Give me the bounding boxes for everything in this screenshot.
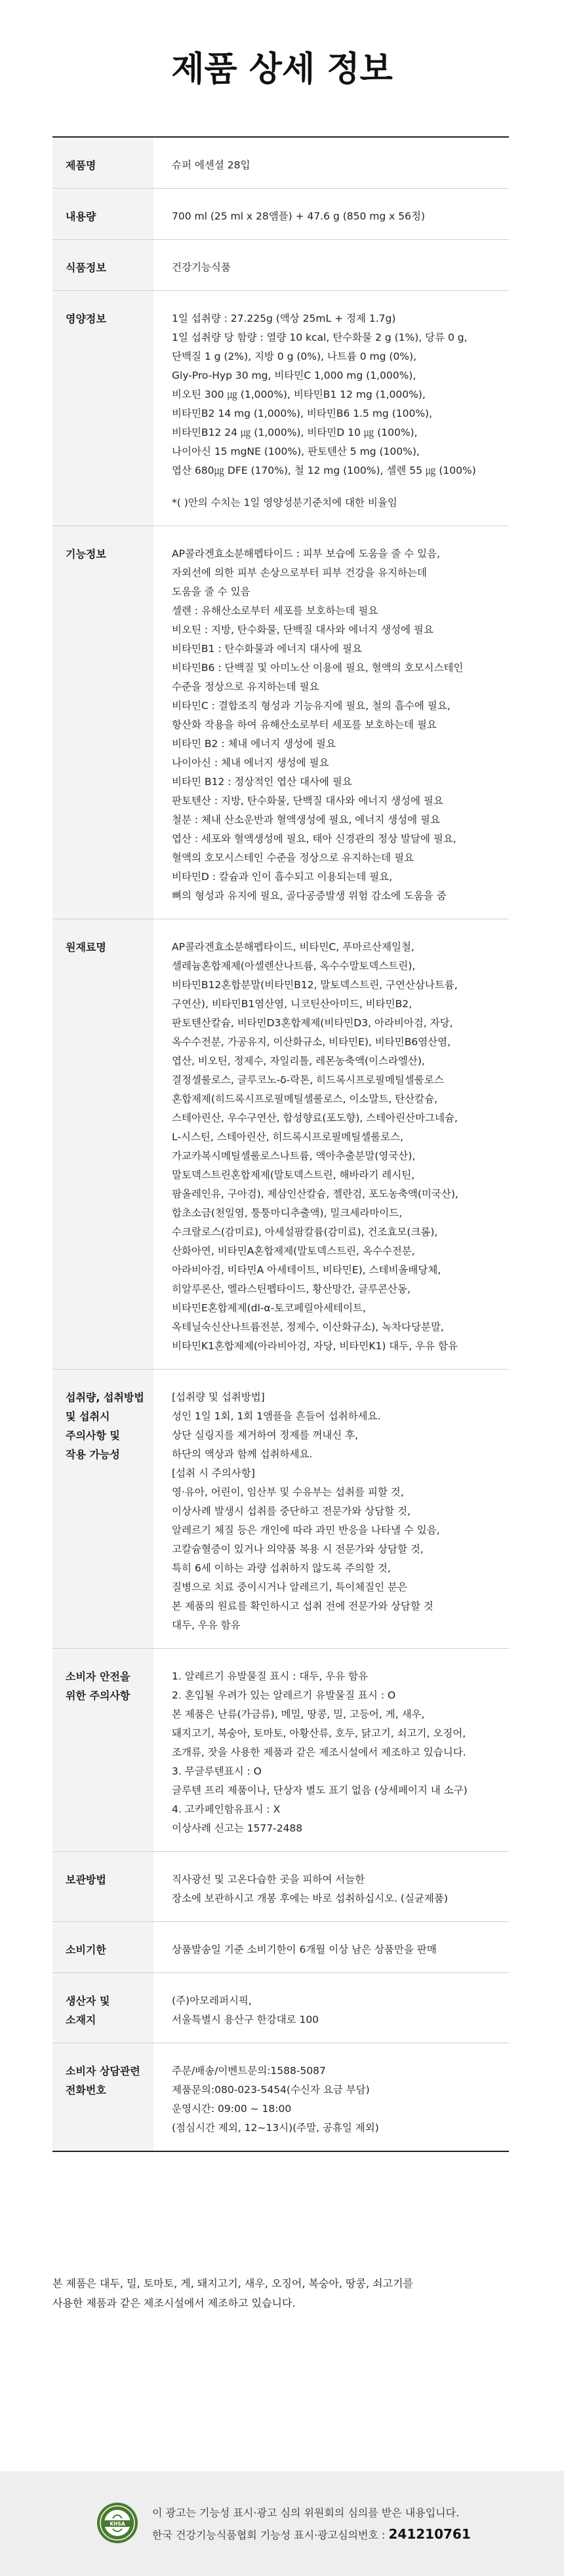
- value-line: 1일 섭취량 : 27.225g (액상 25mL + 정제 1.7g): [172, 313, 396, 324]
- label-line: 작용 가능성: [66, 1448, 120, 1461]
- value-line: 비타민B1 : 탄수화물과 에너지 대사에 필요: [172, 643, 362, 655]
- value-line: 판토텐산 : 지방, 탄수화물, 단백질 대사와 에너지 생성에 필요: [172, 795, 443, 807]
- value-line: 혼합제제(히드록시프로필메틸셀룰로스, 이소말트, 탄산칼슘,: [172, 1093, 438, 1105]
- value-line: 특히 6세 이하는 과량 섭취하지 않도록 주의할 것,: [172, 1562, 391, 1574]
- value-line: 자외선에 의한 피부 손상으로부터 피부 건강을 유지하는데: [172, 567, 427, 579]
- footer-text: [152, 2503, 471, 2546]
- value-line: 산화아연, 비타민A혼합제제(말토덱스트린, 옥수수전분,: [172, 1245, 415, 1257]
- value-line: 알레르기 체질 등은 개인에 따라 과민 반응을 나타낼 수 있음,: [172, 1524, 440, 1536]
- value-line: 나이아신 : 체내 에너지 생성에 필요: [172, 757, 329, 769]
- info-row-label: [52, 291, 153, 526]
- value-line: 옥테닐숙신산나트륨전분, 정제수, 이산화규소), 녹차다당분말,: [172, 1321, 444, 1333]
- value-line: 수크랄로스(감미료), 아세설팜칼륨(감미료), 건조효모(크롬),: [172, 1226, 438, 1238]
- info-row-value: [153, 1922, 509, 1972]
- info-row: [52, 526, 509, 919]
- value-line: 비타민 B2 : 체내 에너지 생성에 필요: [172, 738, 336, 750]
- info-row: [52, 138, 509, 189]
- value-line: 수준을 정상으로 유지하는데 필요: [172, 681, 319, 693]
- value-line: 비오틴 300 ㎍ (1,000%), 비타민B1 12 mg (1,000%),: [172, 389, 426, 400]
- value-line: 성인 1일 1회, 1회 1앰플을 흔들어 섭취하세요.: [172, 1410, 381, 1422]
- info-row-label: [52, 138, 153, 188]
- value-line: 셀레늄혼합제제(아셀렌산나트륨, 옥수수말토덱스트린),: [172, 960, 416, 972]
- label-line: 식품정보: [66, 261, 106, 274]
- page-title: 제품 상세 정보: [171, 50, 393, 89]
- value-line: 영·유아, 어린이, 임산부 및 수유부는 섭취를 피할 것,: [172, 1486, 404, 1498]
- product-info-table: [52, 136, 509, 2152]
- info-row-label: [52, 1370, 153, 1648]
- info-row: [52, 1370, 509, 1649]
- value-line: 말토덱스트린혼합제제(말토덱스트린, 해바라기 레시틴,: [172, 1169, 415, 1181]
- value-line: L-시스틴, 스테아린산, 히드록시프로필메틸셀룰로스,: [172, 1131, 404, 1143]
- info-row-label: [52, 240, 153, 290]
- value-line: 4. 고카페인함유표시 : X: [172, 1803, 281, 1815]
- label-line: 소재지: [66, 2014, 96, 2026]
- info-row-value: [153, 291, 509, 526]
- value-line: 셀렌 : 유해산소로부터 세포를 보호하는데 필요: [172, 605, 378, 617]
- value-line: 히알루론산, 엘라스틴펩타이드, 황산망간, 글루콘산동,: [172, 1283, 411, 1295]
- value-line: 3. 무글루텐표시 : O: [172, 1765, 262, 1777]
- value-line: 팜올레인유, 구아검), 제삼인산칼슘, 젤란검, 포도농축액(미국산),: [172, 1188, 458, 1200]
- value-line: 비타민C : 결합조직 형성과 기능유지에 필요, 철의 흡수에 필요,: [172, 700, 451, 712]
- info-row-label: [52, 1973, 153, 2043]
- info-row-value: [153, 1973, 509, 2043]
- label-line: 주의사항 및: [66, 1429, 120, 1442]
- value-line: 본 제품은 난류(가금류), 메밀, 땅콩, 밀, 고등어, 게, 새우,: [172, 1708, 425, 1720]
- label-line: 전화번호: [66, 2084, 106, 2096]
- value-line: 이상사례 신고는 1577-2488: [172, 1822, 303, 1834]
- value-line: 비타민D : 칼슘과 인이 흡수되고 이용되는데 필요,: [172, 871, 393, 883]
- value-line: 서울특별시 용산구 한강대로 100: [172, 2014, 319, 2026]
- value-line: 주문/배송/이벤트문의:1588-5087: [172, 2065, 326, 2077]
- info-row-value: [153, 240, 509, 290]
- info-row-value: [153, 1852, 509, 1921]
- label-line: 원재료명: [66, 941, 106, 953]
- label-line: 섭취량, 섭취방법: [66, 1391, 144, 1404]
- label-line: 제품명: [66, 159, 96, 172]
- value-line: AP콜라겐효소분해펩타이드, 비타민C, 푸마르산제일철,: [172, 941, 414, 953]
- value-line: 비타민K1혼합제제(아라비아검, 자당, 비타민K1) 대두, 우유 함유: [172, 1340, 458, 1352]
- info-row-value: [153, 138, 509, 188]
- info-row: [52, 189, 509, 240]
- info-row-label: [52, 189, 153, 239]
- value-line: 엽산 680㎍ DFE (170%), 철 12 mg (100%), 셀렌 55 ㎍ (100%): [172, 465, 476, 476]
- info-row: [52, 2043, 509, 2151]
- info-row-value: [153, 1649, 509, 1851]
- value-line: 1. 알레르기 유발물질 표시 : 대두, 우유 함유: [172, 1670, 368, 1682]
- label-line: 소비기한: [66, 1944, 106, 1956]
- value-line: 상단 실링지를 제거하여 정제를 꺼내신 후,: [172, 1429, 359, 1441]
- value-line: 옥수수전분, 가공유지, 이산화규소, 비타민E), 비타민B6염산염,: [172, 1036, 451, 1048]
- value-line: 엽산, 비오틴, 정제수, 자일리톨, 레몬농축액(이스라엘산),: [172, 1055, 425, 1067]
- value-line: 합초소금(천일염, 퉁퉁마디추출액), 밀크세라마이드,: [172, 1207, 403, 1219]
- notice-line: 사용한 제품과 같은 제조시설에서 제조하고 있습니다.: [52, 2297, 296, 2309]
- value-line: (점심시간 제외, 12~13시)(주말, 공휴일 제외): [172, 2122, 379, 2134]
- value-line: 스테아린산, 우수구연산, 합성향료(포도향), 스테아린산마그네슘,: [172, 1112, 458, 1124]
- value-line: 가교카복시메틸셀룰로스나트륨, 액아추출분말(영국산),: [172, 1150, 416, 1162]
- label-line: 생산자 및: [66, 1995, 110, 2007]
- value-line: 700 ml (25 ml x 28앰플) + 47.6 g (850 mg x 56정): [172, 210, 426, 222]
- seal-label: KHSA: [110, 2521, 125, 2527]
- info-row: [52, 240, 509, 291]
- label-line: 소비자 안전을: [66, 1670, 131, 1683]
- label-line: 및 섭취시: [66, 1410, 110, 1423]
- value-line: 결정셀룰로스, 글루코노-δ-락톤, 히드록시프로필메틸셀룰로스: [172, 1074, 444, 1086]
- value-line: [섭취 시 주의사항]: [172, 1467, 255, 1479]
- info-row: [52, 291, 509, 526]
- info-row-value: [153, 189, 509, 239]
- value-line: 상품발송일 기준 소비기한이 6개월 이상 남은 상품만을 판매: [172, 1944, 437, 1955]
- value-line: 2. 혼입될 우려가 있는 알레르기 유발물질 표시 : O: [172, 1689, 396, 1701]
- value-line: Gly-Pro-Hyp 30 mg, 비타민C 1,000 mg (1,000%),: [172, 370, 416, 381]
- value-line: 대두, 우유 함유: [172, 1619, 241, 1631]
- value-line: 이상사례 발생시 섭취를 중단하고 전문가와 상담할 것,: [172, 1505, 411, 1517]
- approval-label: 한국 건강기능식품협회 기능성 표시·광고심의번호 :: [152, 2529, 389, 2541]
- label-line: 보관방법: [66, 1874, 106, 1886]
- info-row: [52, 1649, 509, 1852]
- label-line: 기능정보: [66, 548, 106, 560]
- value-line: 조개류, 잣을 사용한 제품과 같은 제조시설에서 제조하고 있습니다.: [172, 1746, 466, 1758]
- approval-line: [152, 2524, 471, 2546]
- info-row-value: [153, 919, 509, 1369]
- value-line: 질병으로 치료 중이시거나 알레르기, 특이체질인 분은: [172, 1581, 407, 1593]
- info-row: [52, 919, 509, 1370]
- value-line: 도움을 줄 수 있음: [172, 586, 251, 598]
- label-line: 소비자 상담관련: [66, 2065, 140, 2077]
- value-line: 비타민B2 14 mg (1,000%), 비타민B6 1.5 mg (100%),: [172, 408, 433, 419]
- info-row: [52, 1973, 509, 2043]
- value-line: 장소에 보관하시고 개봉 후에는 바로 섭취하십시오. (실균제품): [172, 1893, 448, 1904]
- value-line: 운영시간: 09:00 ~ 18:00: [172, 2103, 292, 2115]
- value-line: 슈퍼 에센셜 28입: [172, 159, 251, 171]
- value-line: 비타민E혼합제제(dl-α-토코페릴아세테이트,: [172, 1302, 366, 1314]
- value-line: 본 제품의 원료를 확인하시고 섭취 전에 전문가와 상담할 것: [172, 1600, 433, 1612]
- value-line: 비타민 B12 : 정상적인 엽산 대사에 필요: [172, 776, 352, 788]
- notice-line: 본 제품은 대두, 밀, 토마토, 게, 돼지고기, 새우, 오징어, 복숭아, 땅콩, 쇠고기를: [52, 2277, 413, 2290]
- value-line: 하단의 액상과 함께 섭취하세요.: [172, 1448, 313, 1460]
- value-line: 고칼슘혈증이 있거나 의약품 복용 시 전문가와 상담할 것,: [172, 1543, 424, 1555]
- value-line: AP콜라겐효소분해펩타이드 : 피부 보습에 도움을 줄 수 있음,: [172, 548, 440, 560]
- value-line: [섭취량 및 섭취방법]: [172, 1391, 265, 1403]
- value-line: 단백질 1 g (2%), 지방 0 g (0%), 나트륨 0 mg (0%),: [172, 351, 417, 362]
- value-line: 비타민B6 : 단백질 및 아미노산 이용에 필요, 혈액의 호모시스테인: [172, 662, 464, 674]
- value-line: 항산화 작용을 하여 유해산소로부터 세포를 보호하는데 필요: [172, 719, 437, 731]
- value-line: 글루텐 프리 제품이나, 단상자 별도 표기 없음 (상세페이지 내 소구): [172, 1784, 468, 1796]
- value-line: 비타민B12혼합분말(비타민B12, 말토덱스트린, 구연산삼나트륨,: [172, 979, 458, 991]
- review-statement: 이 광고는 기능성 표시·광고 심의 위원회의 심의를 받은 내용입니다.: [152, 2507, 460, 2519]
- value-line: 돼지고기, 복숭아, 토마토, 아황산류, 호두, 닭고기, 쇠고기, 오징어,: [172, 1727, 466, 1739]
- info-row-label: [52, 2043, 153, 2151]
- info-row: [52, 1922, 509, 1973]
- value-line: 제품문의:080-023-5454(수신자 요금 부담): [172, 2084, 370, 2096]
- info-row: [52, 1852, 509, 1922]
- value-line: 엽산 : 세포와 혈액생성에 필요, 태아 신경관의 정상 발달에 필요,: [172, 833, 456, 845]
- value-line: 비오틴 : 지방, 탄수화물, 단백질 대사와 에너지 생성에 필요: [172, 624, 433, 636]
- label-line: 위한 주의사항: [66, 1689, 131, 1702]
- approval-number: 241210761: [388, 2526, 471, 2542]
- value-line: 철분 : 체내 산소운반과 혈액생성에 필요, 에너지 생성에 필요: [172, 814, 440, 826]
- info-row-value: [153, 1370, 509, 1648]
- info-row-value: [153, 526, 509, 919]
- value-line: 비타민B12 24 ㎍ (1,000%), 비타민D 10 ㎍ (100%),: [172, 427, 418, 438]
- spacer: [172, 480, 501, 493]
- ad-review-footer: [0, 2471, 564, 2576]
- manufacturing-facility-notice: [52, 2274, 509, 2313]
- value-line: 구연산), 비타민B1염산염, 니코틴산아미드, 비타민B2,: [172, 998, 413, 1010]
- value-line: 뼈의 형성과 유지에 필요, 골다공증발생 위험 감소에 도움을 줌: [172, 890, 447, 902]
- value-line: 아라비아검, 비타민A 아세테이트, 비타민E), 스테비올배당체,: [172, 1264, 441, 1276]
- value-line: 1일 섭취량 당 함량 : 열량 10 kcal, 탄수화물 2 g (1%), 당류 0 g,: [172, 332, 468, 343]
- label-line: 내용량: [66, 210, 96, 223]
- value-line: 건강기능식품: [172, 261, 231, 273]
- info-row-label: [52, 919, 153, 1369]
- info-row-value: [153, 2043, 509, 2151]
- info-row-label: [52, 1922, 153, 1972]
- label-line: 영양정보: [66, 313, 106, 325]
- value-line: 혈액의 호모시스테인 수준을 정상으로 유지하는데 필요: [172, 852, 414, 864]
- value-line: 판토텐산칼슘, 비타민D3혼합제제(비타민D3, 아라비아검, 자당,: [172, 1017, 453, 1029]
- value-line: *( )안의 수치는 1일 영양성분기준치에 대한 비율임: [172, 497, 397, 509]
- value-line: 나이아신 15 mgNE (100%), 판토텐산 5 mg (100%),: [172, 446, 420, 457]
- value-line: 직사광선 및 고온다습한 곳을 피하여 서늘한: [172, 1874, 365, 1885]
- info-row-label: [52, 1852, 153, 1921]
- info-row-label: [52, 526, 153, 919]
- info-row-label: [52, 1649, 153, 1851]
- khsa-seal-icon: [96, 2501, 139, 2545]
- value-line: (주)아모레퍼시픽,: [172, 1995, 252, 2007]
